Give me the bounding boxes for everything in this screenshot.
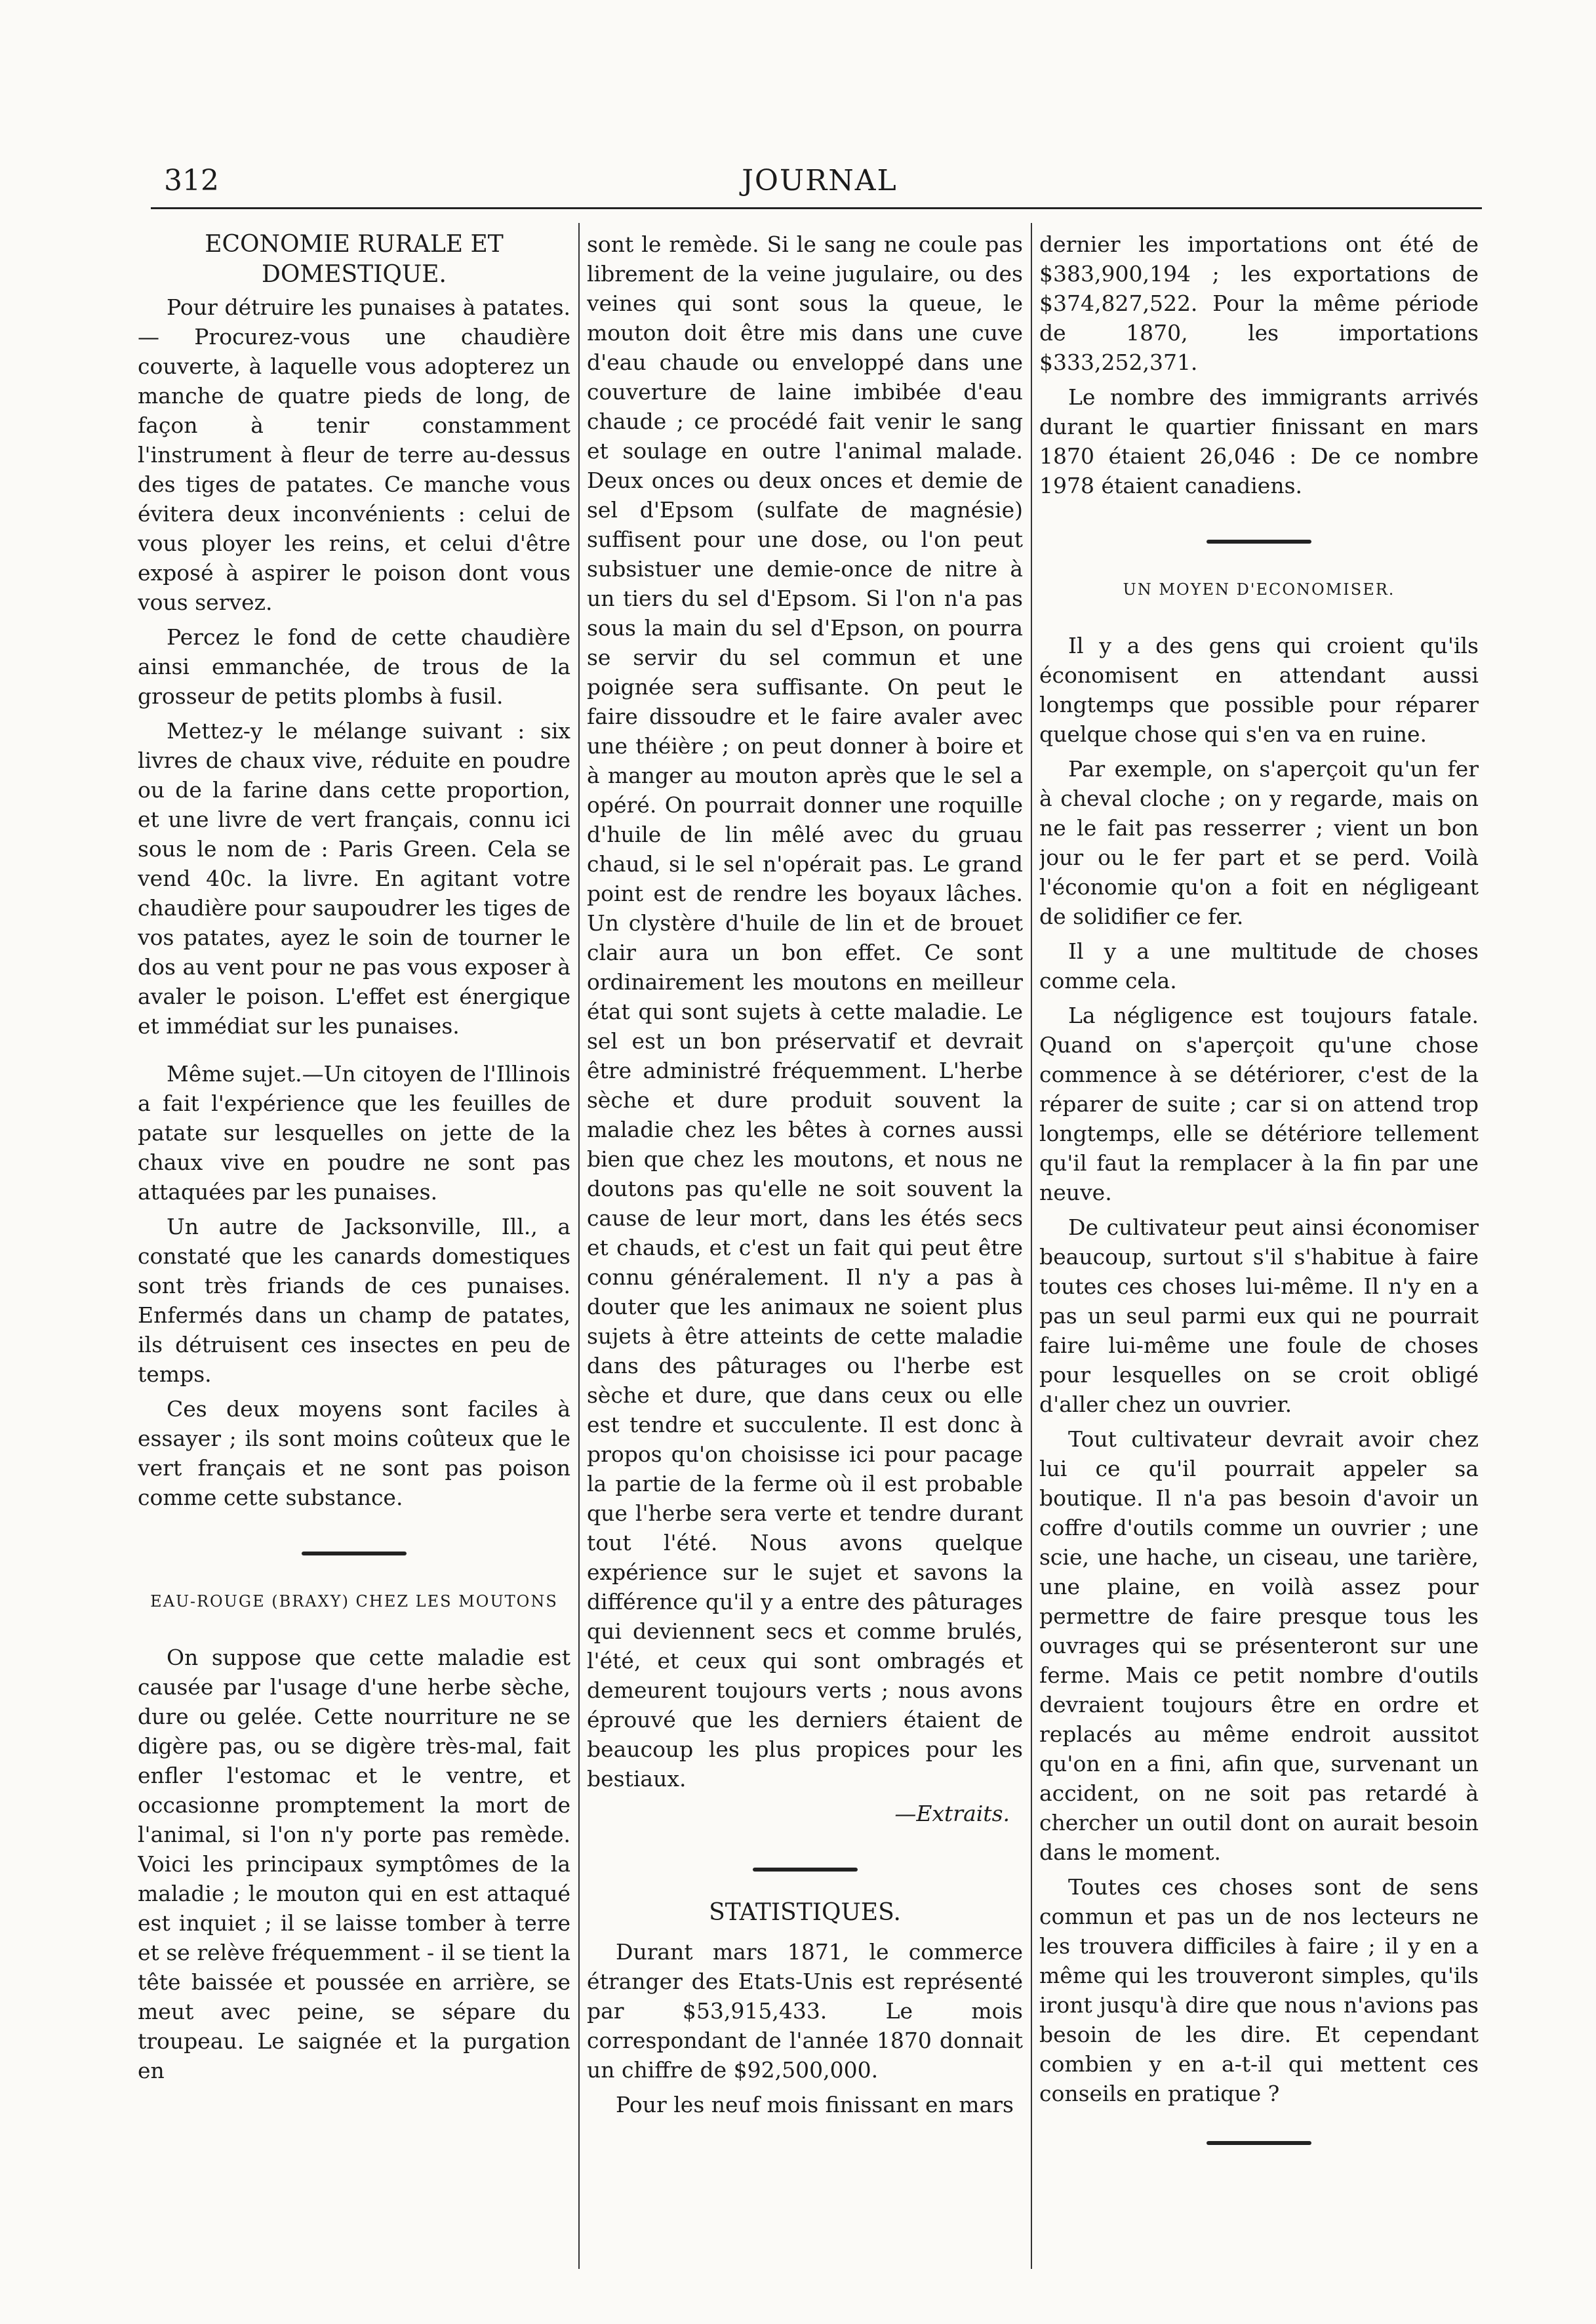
- section-separator: [302, 1552, 407, 1555]
- paragraph: La négligence est toujours fatale. Quand on s'aperçoit qu'une chose commence à se détériorer, c'est de la réparer de suite ; car si on attend trop longtemps, elle se détériore tellement qu'il faut la remplacer à la fin par une neuve.: [1039, 1003, 1479, 1205]
- paragraph: Il y a des gens qui croient qu'ils économisent en attendant aussi longtemps que possible pour réparer quelque chose qui s'en va en ruine.: [1039, 633, 1479, 747]
- page-number: 312: [164, 164, 219, 197]
- section-separator: [1207, 540, 1311, 544]
- section-heading: UN MOYEN D'ECONOMISER.: [1123, 580, 1395, 599]
- paragraph: dernier les importations ont été de $383,900,194 ; les exportations de $374,827,522. Pour la même période de 1870, les importations $333,252,371.: [1039, 231, 1479, 375]
- section-heading: EAU-ROUGE (BRAXY) CHEZ LES MOUTONS: [150, 1592, 558, 1611]
- column-2: [587, 230, 1023, 2256]
- section-separator: [1207, 2141, 1311, 2145]
- paragraph: Il y a une multitude de choses comme cela.: [1039, 938, 1479, 993]
- paragraph: Mettez-y le mélange suivant : six livres de chaux vive, réduite en poudre ou de la farine dans cette proportion, et une livre de vert français, connu ici sous le nom de : Paris Green. Cela se vend 40c. la livre. En agitant votre chaudière pour saupoudrer les tiges de vos patates, ayez le soin de tourner le dos au vent pour ne pas vous exposer à avaler le poison. L'effet est énergique et immédiat sur les punaises.: [138, 718, 570, 1039]
- paragraph: On suppose que cette maladie est causée par l'usage d'une herbe sèche, dure ou gelée. Cette nourriture ne se digère pas, ou se digère très-mal, fait enfler l'estomac et le ventre, et occasionne promptement la mort de l'animal, si l'on n'y porte pas remède. Voici les principaux symptômes de la maladie ; le mouton qui en est attaqué est inquiet ; il se laisse tomber à terre et se relève fréquemment - il se tient la tête baissée et poussée en arrière, se meut avec peine, se sépare du troupeau. Le saignée et la purgation en: [138, 1645, 570, 2083]
- paragraph: Un autre de Jacksonville, Ill., a constaté que les canards domestiques sont très friands de ces punaises. Enfermés dans un champ de patates, ils détruisent ces insectes en peu de temps.: [138, 1214, 570, 1387]
- paragraph: Toutes ces choses sont de sens commun et pas un de nos lecteurs ne les trouvera difficiles à faire ; il y en a même qui les trouveront simples, qu'ils iront jusqu'à dire que nous n'avions pas besoin de les dire. Et cependant combien y en a-t-il qui mettent ces conseils en pratique ?: [1039, 1874, 1479, 2106]
- paragraph: Tout cultivateur devrait avoir chez lui ce qu'il pourrait appeler sa boutique. Il n'a pas besoin d'avoir un coffre d'outils comme un ouvrier ; une scie, une hache, un ciseau, une tarière, une plaine, en voilà assez pour permettre de faire presque tous les ouvrages qui se présenteront sur une ferme. Mais ce petit nombre d'outils devraient toujours être en ordre et replacés au même endroit aussitot qu'on en a fini, afin que, survenant un accident, on ne soit pas retardé à chercher un outil dont on aurait besoin dans le moment.: [1039, 1426, 1479, 1865]
- column-3: [1039, 230, 1479, 2256]
- paragraph: Par exemple, on s'aperçoit qu'un fer à cheval cloche ; on y regarde, mais on ne le fait pas resserrer ; vient un bon jour ou le fer part et se perd. Voilà l'économie qu'on a foit en négligeant de solidifier ce fer.: [1039, 756, 1479, 929]
- paragraph: Durant mars 1871, le commerce étranger des Etats-Unis est représenté par $53,915,433. Le mois correspondant de l'année 1870 donnait un chiffre de $92,500,000.: [587, 1939, 1023, 2083]
- paragraph: Même sujet.—Un citoyen de l'Illinois a fait l'expérience que les feuilles de patate sur lesquelles on jette de la chaux vive en poudre ne sont pas attaquées par les punaises.: [138, 1061, 570, 1205]
- paragraph: De cultivateur peut ainsi économiser beaucoup, surtout s'il s'habitue à faire toutes ces choses lui-même. Il n'y en a pas un seul parmi eux qui ne pourrait faire lui-même une foule de choses pour lesquelles on se croit obligé d'aller chez un ouvrier.: [1039, 1214, 1479, 1417]
- column-divider: [578, 223, 580, 2269]
- page-header: [164, 164, 1475, 203]
- section-heading: ECONOMIE RURALE ET DOMESTIQUE.: [205, 231, 504, 288]
- paragraph: Le nombre des immigrants arrivés durant le quartier finissant en mars 1870 étaient 26,046 : De ce nombre 1978 étaient canadiens.: [1039, 384, 1479, 498]
- paragraph: Percez le fond de cette chaudière ainsi emmanchée, de trous de la grosseur de petits plombs à fusil.: [138, 624, 570, 709]
- paragraph: sont le remède. Si le sang ne coule pas librement de la veine jugulaire, ou des veines qui sont sous la queue, le mouton doit être mis dans une cuve d'eau chaude ou enveloppé dans une couverture de laine imbibée d'eau chaude ; ce procédé fait venir le sang et soulage en outre l'animal malade. Deux onces ou deux onces et demie de sel d'Epsom (sulfate de magnésie) suffisent pour une dose, ou l'on peut subsistuer une demie-once de nitre à un tiers du sel d'Epsom. Si l'on n'a pas sous la main du sel d'Epson, on pourra se servir du sel commun et une poignée sera suffisante. On peut le faire dissoudre et le faire avaler avec une théière ; on peut donner à boire et à manger au mouton après que le sel a opéré. On pourrait donner une roquille d'huile de lin mêlé avec du gruau chaud, si le sel n'opérait pas. Le grand point est de rendre les boyaux lâches. Un clystère d'huile de lin et de brouet clair aura un bon effet. Ce sont ordinairement les moutons en meilleur état qui sont sujets à cette maladie. Le sel est un bon préservatif et devrait être administré fréquemment. L'herbe sèche et dure produit souvent la maladie chez les bêtes à cornes aussi bien que chez les moutons, et nous ne doutons pas qu'elle ne soit souvent la cause de leur mort, dans les étés secs et chauds, et c'est un fait qui peut être connu généralement. Il n'y a pas à douter que les animaux ne soient plus sujets à être atteints de cette maladie dans des pâturages ou l'herbe est sèche et dure, que dans ceux ou elle est tendre et succulente. Il est donc à propos qu'on choisisse ici pour pacage la partie de la ferme où il est probable que l'herbe sera verte et tendre durant tout l'été. Nous avons quelque expérience sur le sujet et savons la différence qu'il y a entre des pâturages qui deviennent secs et comme brulés, l'été, et ceux qui sont ombragés et demeurent toujours verts ; nous avons éprouvé que les derniers étaient de beaucoup les plus propices pour les bestiaux.: [587, 231, 1023, 1792]
- header-rule: [151, 207, 1482, 209]
- journal-title: JOURNAL: [742, 164, 898, 197]
- column-divider: [1031, 223, 1032, 2269]
- paragraph: Pour les neuf mois finissant en mars: [616, 2092, 1014, 2117]
- signature: —Extraits.: [894, 1801, 1010, 1826]
- paragraph: Pour détruire les punaises à patates.— Procurez-vous une chaudière couverte, à laquelle vous adopterez un manche de quatre pieds de long, de façon à tenir constamment l'instrument à fleur de terre au-dessus des tiges de patates. Ce manche vous évitera deux inconvénients : celui de vous ployer les reins, et celui d'être exposé à aspirer le poison dont vous vous servez.: [138, 294, 570, 615]
- section-heading: STATISTIQUES.: [709, 1899, 901, 1926]
- paragraph: Ces deux moyens sont faciles à essayer ; ils sont moins coûteux que le vert français et ne sont pas poison comme cette substance.: [138, 1396, 570, 1510]
- section-separator: [753, 1868, 858, 1872]
- column-1: [138, 230, 570, 2256]
